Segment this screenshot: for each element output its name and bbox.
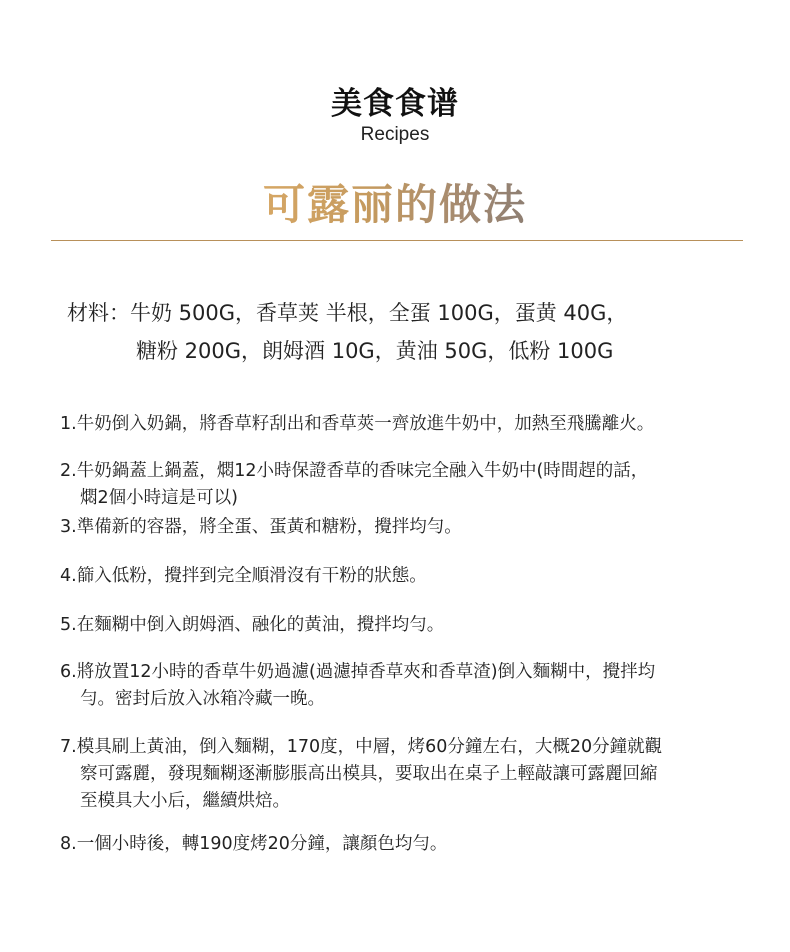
- ingredients-block: [67, 294, 747, 370]
- step-3: [60, 514, 750, 541]
- step-3-line-1: 3.準備新的容器，將全蛋、蛋黃和糖粉，攪拌均勻。: [60, 517, 462, 537]
- header-subtitle: Recipes: [360, 124, 430, 145]
- step-5: [60, 612, 750, 639]
- step-5-line-1: 5.在麵糊中倒入朗姆酒、融化的黃油，攪拌均勻。: [60, 615, 445, 635]
- title-divider: [51, 240, 743, 241]
- recipe-title: [0, 172, 790, 232]
- step-7-line-2: 察可露麗，發現麵糊逐漸膨脹高出模具，要取出在桌子上輕敲讓可露麗回縮: [80, 764, 658, 784]
- step-1-line-1: 1.牛奶倒入奶鍋，將香草籽刮出和香草莢一齊放進牛奶中，加熱至飛騰離火。: [60, 414, 655, 434]
- step-2: [60, 458, 750, 512]
- step-2-line-1: 2.牛奶鍋蓋上鍋蓋，燜12小時保證香草的香味完全融入牛奶中(時間趕的話，: [60, 461, 649, 481]
- step-7-line-1: 7.模具刷上黃油，倒入麵糊，170度，中層，烤60分鐘左右，大概20分鐘就觀: [60, 737, 663, 757]
- step-4: [60, 563, 750, 590]
- step-7-line-3: 至模具大小后，繼續烘焙。: [80, 791, 290, 811]
- step-1: [60, 411, 750, 438]
- ingredients-line-1: 材料：牛奶 500G，香草荚 半根，全蛋 100G，蛋黄 40G，: [67, 301, 628, 325]
- step-6-line-2: 勻。密封后放入冰箱冷藏一晚。: [80, 689, 325, 709]
- step-7: [60, 734, 750, 815]
- step-4-line-1: 4.篩入低粉，攪拌到完全順滑沒有干粉的狀態。: [60, 566, 427, 586]
- step-6-line-1: 6.將放置12小時的香草牛奶過濾(過濾掉香草夾和香草渣)倒入麵糊中，攪拌均: [60, 662, 656, 682]
- step-6: [60, 659, 750, 713]
- step-8-line-1: 8.一個小時後，轉190度烤20分鐘，讓顏色均勻。: [60, 834, 448, 854]
- step-8: [60, 831, 750, 858]
- recipe-title-text: 可露丽的做法: [262, 180, 527, 229]
- ingredients-line-2: 糖粉 200G，朗姆酒 10G，黄油 50G，低粉 100G: [136, 339, 614, 363]
- header-title: 美食食谱: [331, 86, 459, 122]
- step-2-line-2: 燜2個小時這是可以): [80, 488, 238, 508]
